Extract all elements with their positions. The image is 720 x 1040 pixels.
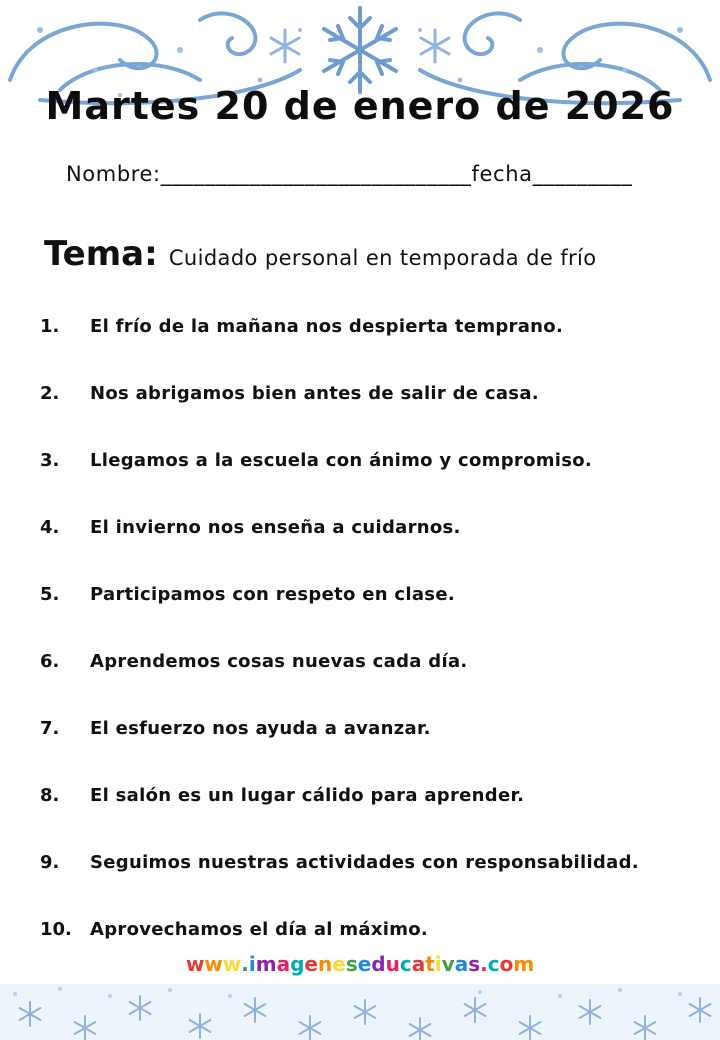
list-item xyxy=(40,785,700,852)
name-blank[interactable]: ____________________________ xyxy=(160,162,472,186)
item-number: 10. xyxy=(40,919,72,940)
list-item xyxy=(40,718,700,785)
item-text: Seguimos nuestras actividades con responsabilidad. xyxy=(90,852,639,873)
topic-label: Tema: xyxy=(44,234,158,274)
item-number: 7. xyxy=(40,718,60,739)
list-item xyxy=(40,383,700,450)
list-item xyxy=(40,852,700,919)
website-watermark: www.imageneseducativas.com xyxy=(185,952,535,976)
item-number: 9. xyxy=(40,852,60,873)
snowflake-icon xyxy=(324,8,396,92)
item-number: 8. xyxy=(40,785,60,806)
item-text: Aprendemos cosas nuevas cada día. xyxy=(90,651,468,672)
item-number: 4. xyxy=(40,517,60,538)
item-number: 1. xyxy=(40,316,60,337)
list-item xyxy=(40,651,700,718)
sentence-list xyxy=(40,316,700,986)
topic-line xyxy=(44,234,597,274)
item-text: El frío de la mañana nos despierta temprano. xyxy=(90,316,564,337)
date-label: fecha xyxy=(471,162,533,186)
topic-text: Cuidado personal en temporada de frío xyxy=(168,246,597,270)
item-text: Participamos con respeto en clase. xyxy=(90,584,455,605)
name-label: Nombre: xyxy=(66,162,161,186)
item-number: 6. xyxy=(40,651,60,672)
list-item xyxy=(40,517,700,584)
item-number: 2. xyxy=(40,383,60,404)
list-item xyxy=(40,316,700,383)
item-number: 5. xyxy=(40,584,60,605)
item-text: Nos abrigamos bien antes de salir de casa. xyxy=(90,383,539,404)
item-text: El esfuerzo nos ayuda a avanzar. xyxy=(90,718,431,739)
list-item xyxy=(40,450,700,517)
item-text: El invierno nos enseña a cuidarnos. xyxy=(90,517,461,538)
list-item xyxy=(40,584,700,651)
name-date-line xyxy=(66,162,696,186)
item-text: Llegamos a la escuela con ánimo y compromiso. xyxy=(90,450,593,471)
page-title: Martes 20 de enero de 2026 xyxy=(45,84,675,128)
item-text: El salón es un lugar cálido para aprender. xyxy=(90,785,525,806)
item-text: Aprovechamos el día al máximo. xyxy=(90,919,429,940)
date-blank[interactable]: _________ xyxy=(532,162,633,186)
item-number: 3. xyxy=(40,450,60,471)
